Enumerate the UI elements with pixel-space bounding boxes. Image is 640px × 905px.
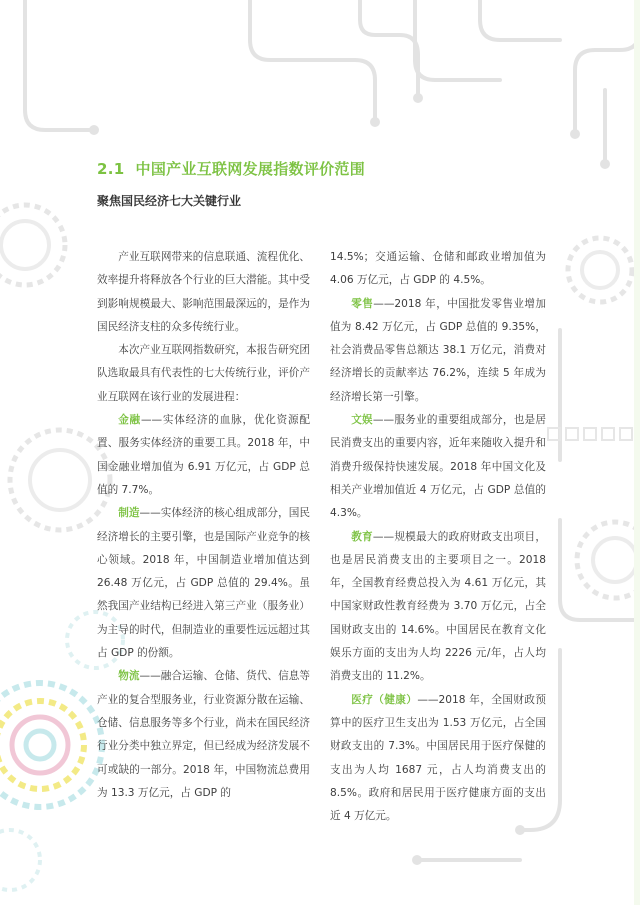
paragraph-text: ——融合运输、仓储、货代、信息等产业的复合型服务业，行业资源分散在运输、仓储、信息服务等多个行业，尚未在国民经济行业分类中独立界定，但已经成为经济发展不可或缺的一部分。2018 年，中国物流总费用为 13.3 万亿元，占 GDP 的 bbox=[97, 670, 310, 799]
paragraph-entertainment bbox=[330, 409, 546, 525]
paragraph-text: ——实体经济的核心组成部分，国民经济增长的主要引擎，也是国际产业竞争的核心领域。2018 年，中国制造业增加值达到 26.48 万亿元，占 GDP 总值的 29.4%。虽然我国产业结构已经进入第三产业（服务业）为主导的时代，但制造业的重要性远远超过其占 GDP 的份额。 bbox=[97, 507, 310, 660]
section-heading bbox=[97, 158, 365, 179]
paragraph-text: ——2018 年，全国财政预算中的医疗卫生支出为 1.53 万亿元，占全国财政支出的 7.3%。中国居民用于医疗保健的支出为人均 1687 元，占人均消费支出的 8.5%。政府和居民用于医疗健康方面的支出近 4 万亿元。 bbox=[330, 693, 547, 823]
paragraph-text: ——2018 年，中国批发零售业增加值为 8.42 万亿元，占 GDP 总值的 9.35%，社会消费品零售总额达 38.1 万亿元，消费对经济增长的贡献率达 76.2%，连续 5 年成为经济增长第一引擎。 bbox=[330, 297, 546, 403]
paragraph-text: ——服务业的重要组成部分，也是居民消费支出的重要内容，近年来随收入提升和消费升级保持快速发展。2018 年中国文化及相关产业增加值近 4 万亿元，占 GDP 总值的 4.3%。 bbox=[330, 414, 546, 520]
paragraph-finance bbox=[97, 409, 310, 502]
paragraph-manufacturing bbox=[97, 502, 310, 665]
paragraph-text: ——规模最大的政府财政支出项目，也是居民消费支出的主要项目之一。2018 年，全国教育经费总投入为 4.61 万亿元，其中国家财政性教育经费为 3.70 万亿元，占全国财政支出的 14.6%。中国居民在教育文化娱乐方面的支出为人均 2226 元/年，占人均消费支出的 11.2%。 bbox=[330, 530, 546, 683]
paragraph-text: ——实体经济的血脉，优化资源配置、服务实体经济的重要工具。2018 年，中国金融业增加值为 6.91 万亿元，占 GDP 总值的 7.7%。 bbox=[97, 414, 310, 496]
section-title: 中国产业互联网发展指数评价范围 bbox=[135, 160, 366, 178]
section-number: 2.1 bbox=[97, 160, 125, 178]
keyword-label: 金融 bbox=[118, 414, 141, 427]
section-subtitle: 聚焦国民经济七大关键行业 bbox=[97, 194, 242, 208]
paragraph bbox=[97, 246, 310, 339]
keyword-label: 制造 bbox=[118, 507, 140, 520]
paragraph-retail bbox=[330, 293, 546, 409]
keyword-label: 医疗（健康） bbox=[351, 693, 418, 706]
paragraph-continuation: 14.5%；交通运输、仓储和邮政业增加值为 4.06 万亿元，占 GDP 的 4.5%。 bbox=[330, 251, 546, 287]
paragraph-text: 本次产业互联网指数研究，本报告研究团队选取最具有代表性的七大传统行业，评价产业互联网在该行业的发展进程： bbox=[97, 344, 310, 403]
right-text-column bbox=[330, 246, 546, 828]
paragraph-logistics bbox=[97, 665, 310, 805]
paragraph-education bbox=[330, 526, 546, 689]
paragraph bbox=[97, 339, 310, 409]
paragraph-healthcare bbox=[330, 689, 546, 829]
keyword-label: 物流 bbox=[118, 670, 140, 683]
paragraph-text: 产业互联网带来的信息联通、流程优化、效率提升将释放各个行业的巨大潜能。其中受到影响规模最大、影响范围最深远的，是作为国民经济支柱的众多传统行业。 bbox=[97, 251, 310, 333]
keyword-label: 文娱 bbox=[351, 414, 373, 427]
left-text-column bbox=[97, 246, 310, 805]
keyword-label: 教育 bbox=[351, 530, 373, 543]
keyword-label: 零售 bbox=[351, 297, 374, 310]
